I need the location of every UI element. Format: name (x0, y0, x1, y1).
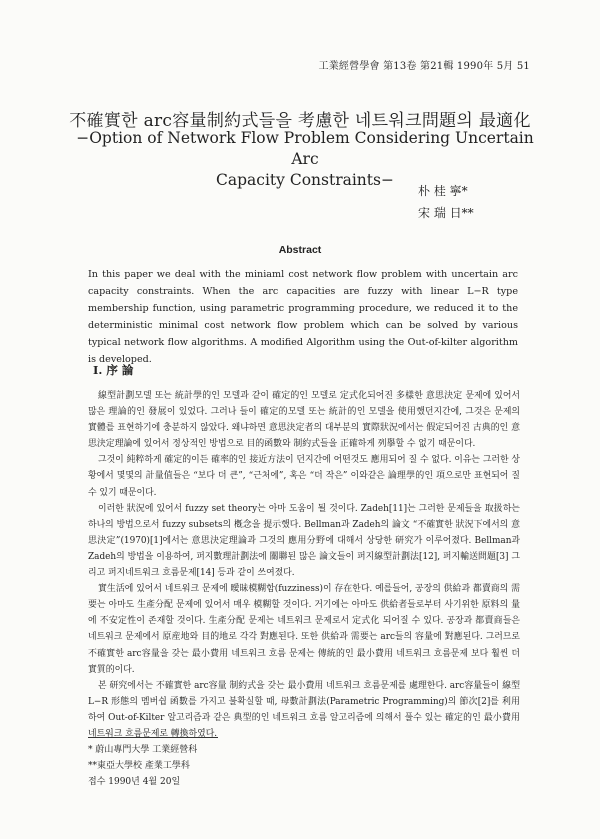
title-english-line2: Capacity Constraints− (216, 171, 394, 189)
abstract-text: In this paper we deal with the miniaml cost network flow problem with uncertain arc capacity constraints. When the arc capacities are fuzzy with linear L−R type membership function, using parametric programming procedure, we reduced it to the deterministic minimal cost network flow problem which can be solved by various typical network flow algorithms. A modified Algorithm using the Out-of-kilter algorithm is developed. (88, 269, 518, 365)
footnote-1: * 蔚山專門大學 工業經營科 (88, 745, 198, 755)
footnote-divider (88, 737, 218, 738)
body-text (88, 388, 520, 742)
footnote-received: 접수 1990년 4월 20일 (88, 777, 181, 787)
footnotes (88, 742, 197, 790)
author-2: 宋 瑞 日** (418, 206, 474, 220)
paragraph: 이러한 狀況에 있어서 fuzzy set theory는 아마 도움이 될 것이다. Zadeh[11]는 그러한 문제들을 取扱하는 하나의 방법으로서 fuzzy subsets의 槪念을 提示했다. Bellman과 Zadeh의 論文 “不確實한 狀況下에서의 意思決定”(1970)[1]에서는 意思決定理論과 그것의 應用分野에 대해서 상당한 研究가 이루어졌다. Bellman과 Zadeh의 방법을 이용하여, 퍼지數理計劃法에 關聯된 많은 論文들이 퍼지線型計劃法[12], 퍼지輸送問題[3] 그리고 퍼지네트워크 흐름문제[14] 등과 같이 쓰여졌다. (88, 503, 520, 579)
running-header: 工業經營學會 第13卷 第21輯 1990年 5月 51 (318, 61, 530, 72)
title-english-line1: −Option of Network Flow Problem Considering Uncertain Arc (76, 129, 534, 168)
paragraph: 본 研究에서는 不確實한 arc容量 制約式을 갖는 最小費用 네트워크 흐름문제를 處理한다. arc容量들이 線型 L−R 形態의 멤버쉽 函數를 가지고 불확실할 때, 母數計劃法(Parametric Programming)의 節次[2]를 利用하여 Out-of-Kilter 알고리즘과 같은 典型的인 네트워크 흐름 알고리즘에 의해서 풀수 있는 確定的인 最小費用 네트워크 흐름문제로 轉換하였다. (88, 680, 520, 739)
author-1: 朴 桂 寧* (418, 184, 468, 198)
title-korean: 不確實한 arc容量制約式들을 考慮한 네트워크問題의 最適化 (69, 111, 531, 131)
paragraph: 實生活에 있어서 네트워크 문제에 曖昧模糊함(fuzziness)이 存在한다. 예를들어, 공장의 供給과 都賣商의 需要는 아마도 生產分配 문제에 있어서 매우 模糊할 것이다. 거기에는 아마도 供給者들로부터 사기위한 原料의 量에 不安定性이 존재할 것이다. 生產分配 문제는 네트워크 문제로서 定式化 되어질 수 있다. 공장과 都賣商들은 네트워크 문제에서 原産地와 目的地로 각각 對應된다. 또한 供給과 需要는 arc들의 容量에 對應된다. 그러므로 不確實한 arc容量을 갖는 最小費用 네트워크 흐름 문제는 傳統的인 最小費用 네트워크 흐름문제 보다 훨씬 더 實質的이다. (88, 584, 520, 675)
footnote-2: **東亞大學校 產業工學科 (88, 761, 190, 771)
paragraph: 線型計劃모델 또는 統計學的인 모델과 같이 確定的인 모델로 定式化되어진 多樣한 意思決定 문제에 있어서 많은 理論的인 發展이 있었다. 그러나 들이 確定的모델 또는 統計的인 모델을 使用했던지간에, 그것은 문제의 實體를 표현하기에 충분하지 않았다. 왜냐하면 意思決定者의 대부분의 實際狀況에서는 假定되어진 古典的인 意思決定理論에 있어서 정상적인 방법으로 目的函數와 制約式들을 正確하게 列擧할 수 없기 때문이다. (88, 391, 520, 450)
paragraph: 그것이 純粹하게 確定的이든 確率的인 接近方法이 던지간에 어떤것도 應用되어 질 수 없다. 이유는 그러한 상황에서 몇몇의 計量值들은 “보다 더 큰”, “근처에”, 혹은 “더 작은” 이와같은 論理學的인 項으로만 표현되어 질 수 있기 때문이다. (88, 455, 520, 498)
abstract-heading: Abstract (278, 244, 322, 256)
authors (418, 180, 474, 224)
section-title: Ⅰ. 序 論 (93, 363, 134, 377)
